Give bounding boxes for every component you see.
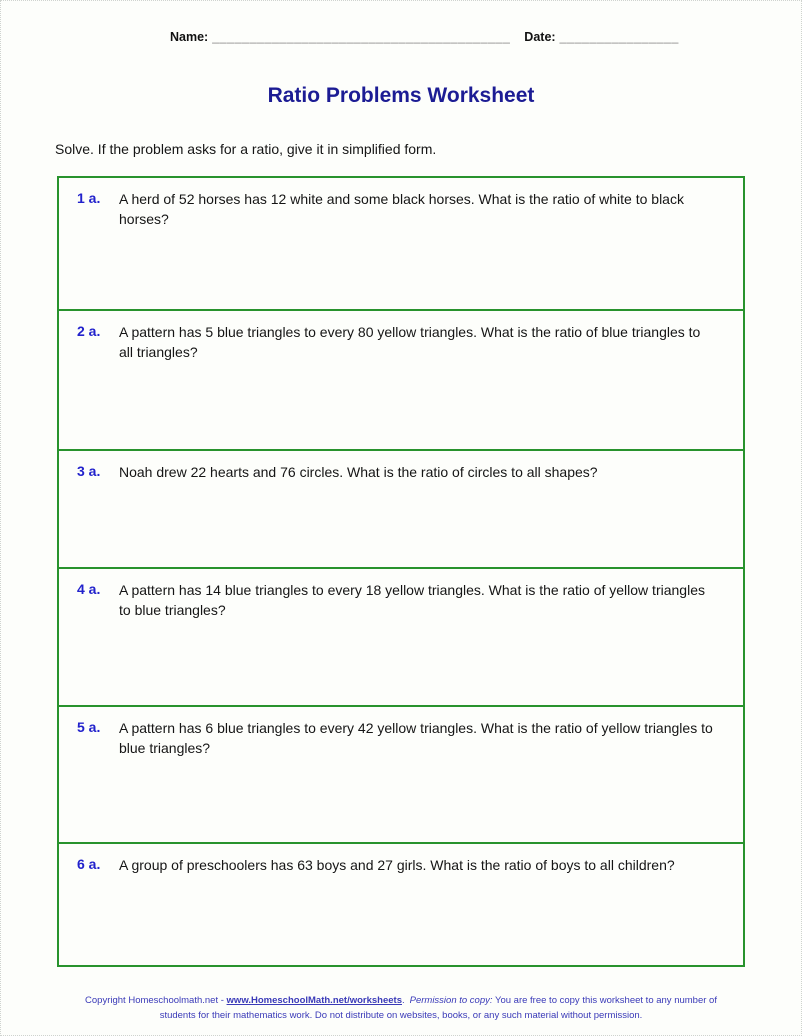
problem-number: 2 a.	[77, 323, 101, 339]
header-fields	[0, 0, 802, 44]
date-label: Date:	[524, 30, 556, 44]
problem-text: A herd of 52 horses has 12 white and some black horses. What is the ratio of white to black horses?	[119, 191, 684, 227]
problem-row-5	[59, 707, 743, 844]
permission-label: Permission to copy:	[409, 995, 493, 1006]
problem-number: 4 a.	[77, 581, 101, 597]
problem-text: A group of preschoolers has 63 boys and 27 girls. What is the ratio of boys to all children?	[119, 857, 675, 873]
problem-number: 6 a.	[77, 856, 101, 872]
name-write-line: ________________________________________	[212, 30, 511, 44]
problem-text: A pattern has 5 blue triangles to every 80 yellow triangles. What is the ratio of blue triangles to all triangles?	[119, 324, 701, 360]
worksheets-link[interactable]: www.HomeschoolMath.net/worksheets	[226, 995, 402, 1006]
problem-number: 5 a.	[77, 719, 101, 735]
copyright-text: Copyright Homeschoolmath.net -	[85, 995, 227, 1006]
problem-text: A pattern has 14 blue triangles to every 18 yellow triangles. What is the ratio of yellow triangles to blue triangles?	[119, 582, 705, 618]
name-label: Name:	[170, 30, 209, 44]
problem-text: Noah drew 22 hearts and 76 circles. What is the ratio of circles to all shapes?	[119, 464, 598, 480]
problem-row-2	[59, 311, 743, 451]
problem-number: 3 a.	[77, 463, 101, 479]
copyright-footer	[74, 994, 729, 1023]
instruction-text: Solve. If the problem asks for a ratio, give it in simplified form.	[55, 141, 437, 157]
problem-row-4	[59, 569, 743, 707]
problem-row-3	[59, 451, 743, 569]
permission-text: You are free to copy this worksheet to any number of students for their mathematics work. Do not distribute on websites, books, or any such material without permission.	[159, 995, 717, 1021]
problem-row-6	[59, 844, 743, 965]
date-write-line: ________________	[559, 30, 679, 44]
page-title: Ratio Problems Worksheet	[267, 84, 535, 107]
problems-box	[57, 176, 745, 967]
problem-row-1	[59, 178, 743, 311]
problem-text: A pattern has 6 blue triangles to every 42 yellow triangles. What is the ratio of yellow triangles to blue triangles?	[119, 720, 713, 756]
problem-number: 1 a.	[77, 190, 101, 206]
after-link-period: .	[401, 995, 405, 1006]
